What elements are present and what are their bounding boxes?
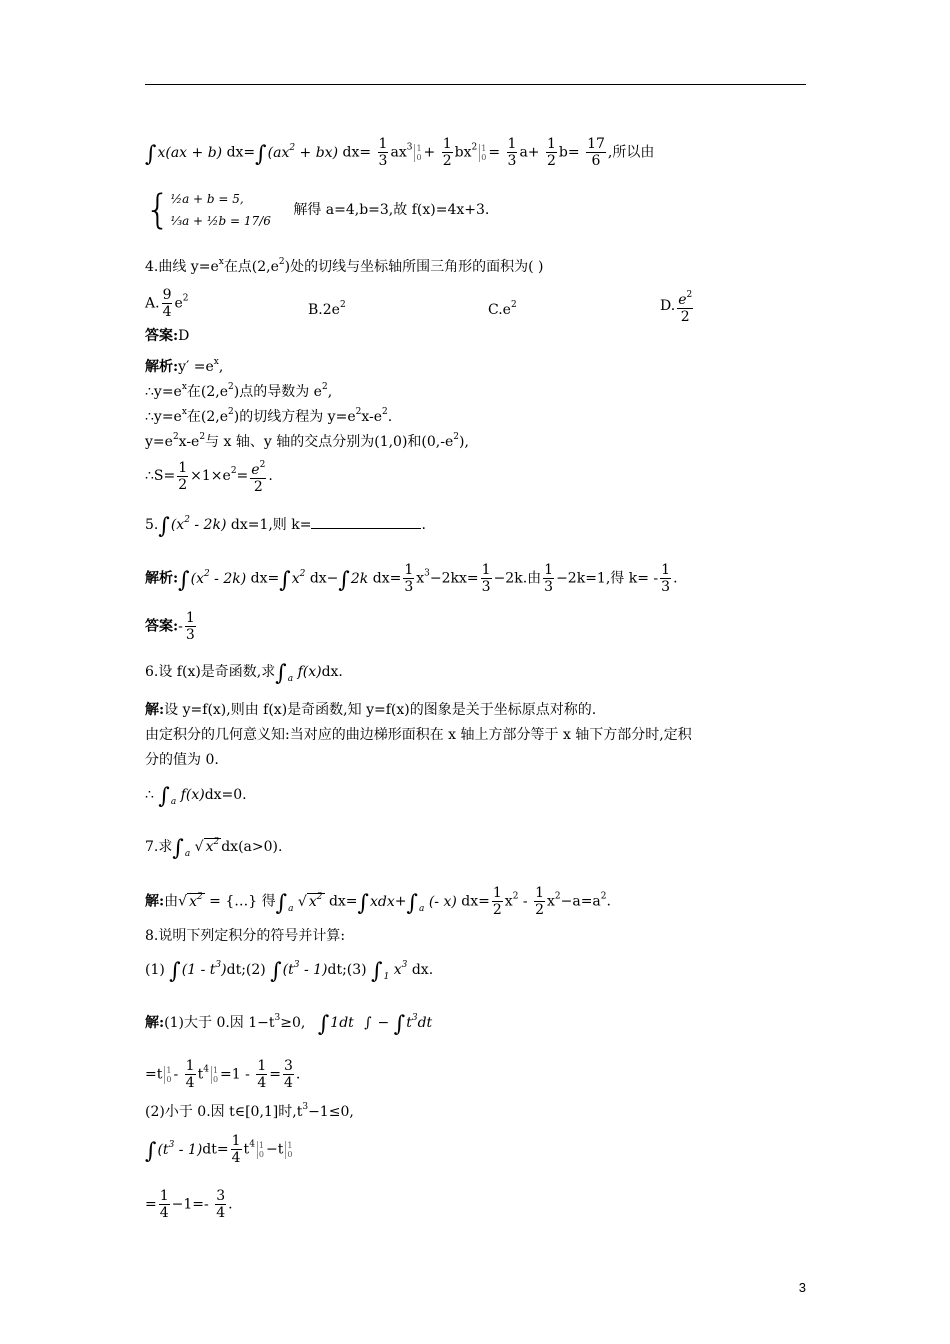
question-5: $5.\int(x^2 - 2k)$ dx=1,则 k= . xyxy=(145,514,426,539)
option-c: $C.e^2$ xyxy=(488,300,517,318)
question-7: 7.求$\int_a$ √ $x^2$ dx(a>0). xyxy=(145,836,283,861)
solution-6-line-2: 由定积分的几何意义知:当对应的曲边梯形面积在 x 轴上方部分等于 x 轴下方部分时,定积 xyxy=(145,727,692,743)
solution-8-line-2: =t 1 0 - $\frac{1}{4}$ $t^4$ 1 0 =1 - $\frac{1}{4}$ = $\frac{3}{4}$ . xyxy=(145,1058,301,1091)
question-4-options xyxy=(145,287,805,323)
solution-4-line-4: $y=e^2x-e^2$与 x 轴、y 轴的交点分别为(1,0)和$(0,-e^2)$, xyxy=(145,432,469,450)
question-8: 8.说明下列定积分的符号并计算: xyxy=(145,928,346,944)
solution-7: 解:由√ $x^2$ = {…} 得$\int_a$ √ $x^2$ $dx=\int xdx+\int_a$ (- x) dx= $\frac{1}{2}$ $x^2$ - $\frac{1}{2}$ $x^2-a=a^2$. xyxy=(145,885,611,918)
header-rule xyxy=(145,84,806,85)
question-8-parts: (1) $\int(1 - t^3)dt;(2)$ $\int(t^3$ - 1)dt;(3) $\int_1$ $x^3$ dx. xyxy=(145,959,434,984)
solution-4-line-5: ∴S= $\frac{1}{2}$ $\times 1\times e^2=$ $\frac{e^2}{2}$ . xyxy=(145,457,273,495)
answer-5: 答案:- $\frac{1}{3}$ xyxy=(145,610,195,643)
solution-6-line-4: ∴ $\int_a$ f(x)dx=0. xyxy=(145,784,247,809)
page-number: 3 xyxy=(798,1280,806,1295)
solution-6-line-3: 分的值为 0. xyxy=(145,752,219,768)
solution-4-line-2: $\therefore y=e^x$在$(2,e^2)$点的导数为 $e^2$, xyxy=(145,382,333,400)
question-6: 6.设 f(x)是奇函数,求$\int_a$ f(x)dx. xyxy=(145,661,343,686)
solution-8-line-4: $\int(t^3 - 1)dt=$ $\frac{1}{4}$ $t^4$ 1 0 −t 1 0 xyxy=(145,1133,293,1166)
solution-8-line-5: = $\frac{1}{4}$ −1=- $\frac{3}{4}$ . xyxy=(145,1188,233,1221)
equation-system-line: {½a + b = 5, ⅓a + ½b = 17/6 解得 a=4,b=3,故 f(x)=4x+3. xyxy=(145,187,490,233)
option-a: A. $\frac{9}{4}$ $e^2$ xyxy=(145,287,189,320)
answer-4: 答案:D xyxy=(145,328,190,344)
solution-8-line-3: (2)小于 0.因 t∈[0,1]时$,t^3-1\le 0$, xyxy=(145,1102,354,1120)
solution-4-line-3: $\therefore y=e^x$在$(2,e^2)$的切线方程为 $y=e^2x-e^2$. xyxy=(145,407,393,425)
integral-equation-line: ∫x(ax + b) $dx=\int(ax^2 + bx)$ dx= $\frac{1}{3}$ $ax^3$ 1 0 + $\frac{1}{2}$ $bx^2$ 1 0 = $\frac{1}{3}$ a+ $\frac{1}{2}$ b= $\frac{17}{6}$ ,所以由 xyxy=(145,136,655,169)
question-4: 4.曲线 $y=e^x$在点$(2,e^2)$处的切线与坐标轴所围三角形的面积为( ) xyxy=(145,257,544,275)
option-b: $B.2e^2$ xyxy=(308,300,346,318)
solution-5: 解析$:\int(x^2 - 2k)$ $dx=\int x^2$ dx−∫2k dx= $\frac{1}{3}$ $x^3-2kx=$ $\frac{1}{3}$ −2k.由 $\frac{1}{3}$ −2k=1,得 k= - $\frac{1}{3}$ . xyxy=(145,562,678,595)
solution-6-line-1: 解:设 y=f(x),则由 f(x)是奇函数,知 y=f(x)的图象是关于坐标原点对称的. xyxy=(145,702,597,718)
solution-4-line-1: 解析:y′ $=e^x$, xyxy=(145,357,224,375)
solution-8-line-1: 解:(1)大于 0.因 $1-t^3\ge 0$, ∫1dt ∫ − $\int t^3dt$ xyxy=(145,1012,433,1037)
option-d: D. $\frac{e^2}{2}$ xyxy=(660,287,695,325)
